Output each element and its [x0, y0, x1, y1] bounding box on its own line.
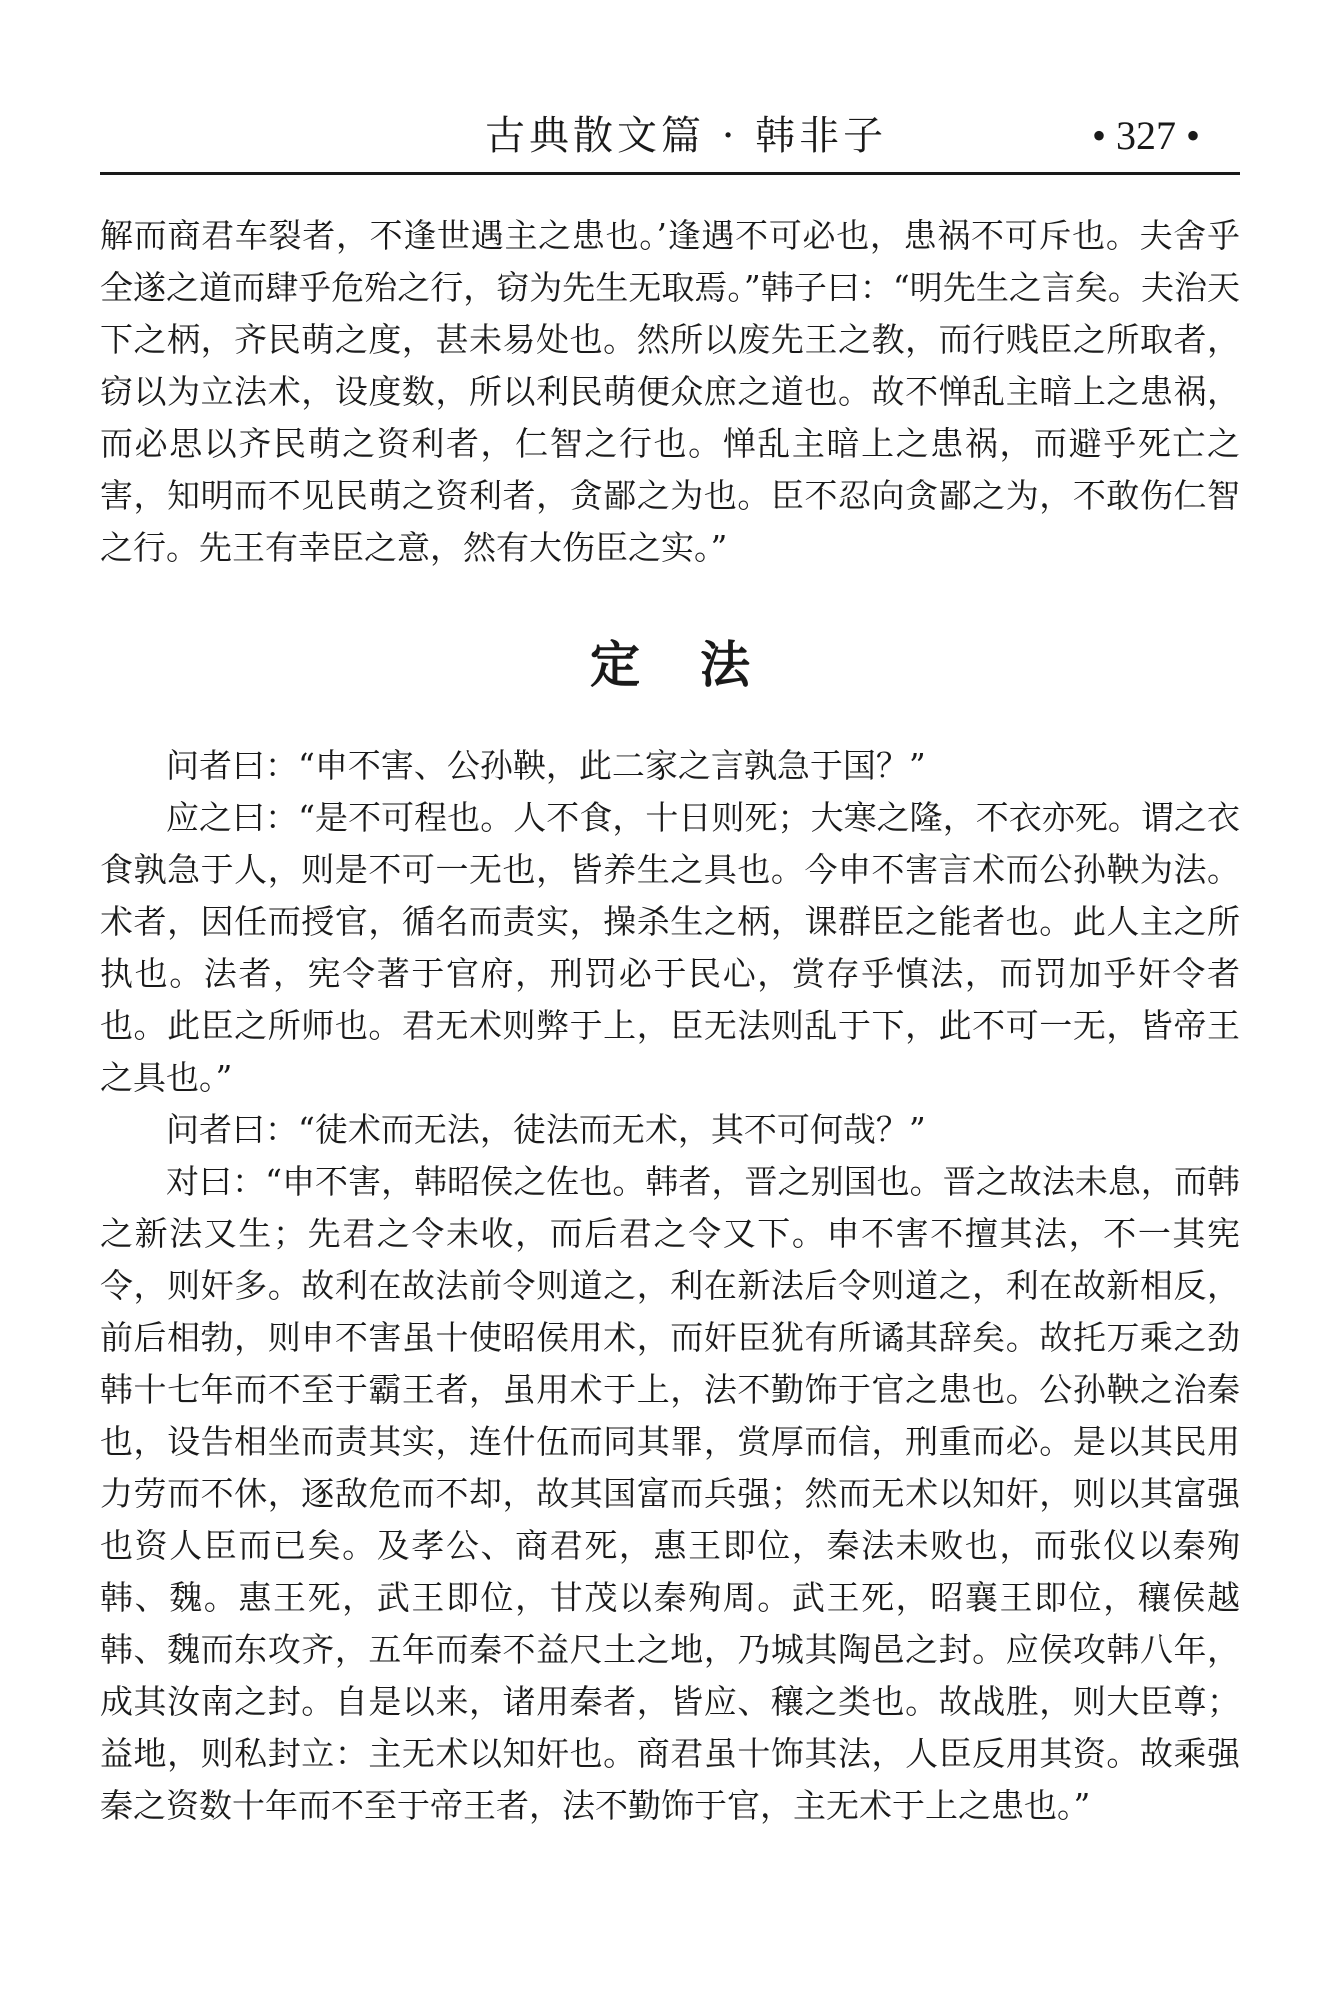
intro-paragraph: 解而商君车裂者，不逢世遇主之患也。’逢遇不可必也，患祸不可斥也。夫舍乎全遂之道而肆乎危殆之行，窃为先生无取焉。”韩子曰：“明先生之言矣。夫治天下之柄，齐民萌之度，甚未易处也。然所以废先王之教，而行贱臣之所取者，窃以为立法术，设度数，所以利民萌便众庶之道也。故不惮乱主暗上之患祸，而必思以齐民萌之资利者，仁智之行也。惮乱主暗上之患祸，而避乎死亡之害，知明而不见民萌之资利者，贪鄙之为也。臣不忍向贪鄙之为，不敢伤仁智之行。先王有幸臣之意，然有大伤臣之实。”	[100, 216, 1240, 567]
paragraph-question-2: 问者曰：“徒术而无法，徒法而无术，其不可何哉？”	[166, 1110, 926, 1149]
paragraph-question-1: 问者曰：“申不害、公孙鞅，此二家之言孰急于国？”	[166, 746, 926, 785]
header-title: 古典散文篇 · 韩非子	[485, 113, 888, 159]
paragraph-answer-1: 应之曰：“是不可程也。人不食，十日则死；大寒之隆，不衣亦死。谓之衣食孰急于人，则是不可一无也，皆养生之具也。今申不害言术而公孙鞅为法。术者，因任而授官，循名而责实，操杀生之柄，课群臣之能者也。此人主之所执也。法者，宪令著于官府，刑罚必于民心，赏存乎慎法，而罚加乎奸令者也。此臣之所师也。君无术则弊于上，臣无法则乱于下，此不可一无，皆帝王之具也。”	[100, 798, 1240, 1097]
main-text-block	[100, 740, 1240, 1832]
intro-text-block	[100, 210, 1240, 574]
running-header	[100, 100, 1240, 175]
page-number: • 327 •	[1091, 113, 1200, 158]
section-title: 定法	[590, 636, 810, 694]
paragraph-answer-2: 对曰：“申不害，韩昭侯之佐也。韩者，晋之别国也。晋之故法未息，而韩之新法又生；先君之令未收，而后君之令又下。申不害不擅其法，不一其宪令，则奸多。故利在故法前令则道之，利在新法后令则道之，利在故新相反，前后相勃，则申不害虽十使昭侯用术，而奸臣犹有所谲其辞矣。故托万乘之劲韩十七年而不至于霸王者，虽用术于上，法不勤饰于官之患也。公孙鞅之治秦也，设告相坐而责其实，连什伍而同其罪，赏厚而信，刑重而必。是以其民用力劳而不休，逐敌危而不却，故其国富而兵强；然而无术以知奸，则以其富强也资人臣而已矣。及孝公、商君死，惠王即位，秦法未败也，而张仪以秦殉韩、魏。惠王死，武王即位，甘茂以秦殉周。武王死，昭襄王即位，穰侯越韩、魏而东攻齐，五年而秦不益尺土之地，乃城其陶邑之封。应侯攻韩八年，成其汝南之封。自是以来，诸用秦者，皆应、穰之类也。故战胜，则大臣尊；益地，则私封立：主无术以知奸也。商君虽十饰其法，人臣反用其资。故乘强秦之资数十年而不至于帝王者，法不勤饰于官，主无术于上之患也。”	[100, 1162, 1240, 1825]
